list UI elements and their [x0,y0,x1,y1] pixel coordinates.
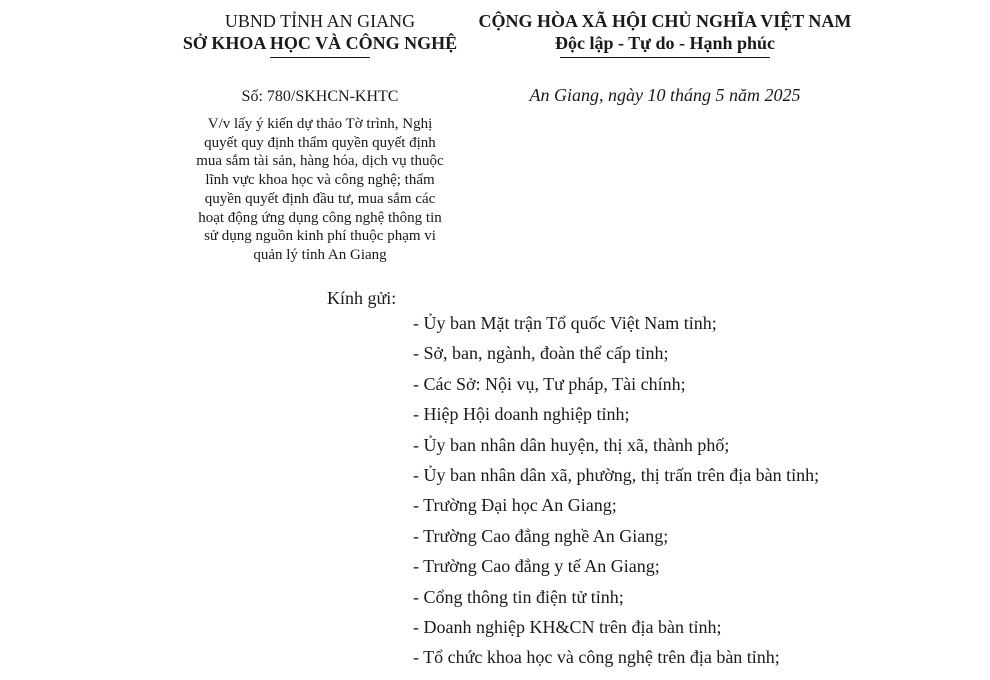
recipient-list [413,312,819,677]
subject-line: lĩnh vực khoa học và công nghệ; thẩm [205,172,435,189]
salutation: Kính gửi: [327,288,397,308]
recipient-item: - Sở, ban, ngành, đoàn thể cấp tỉnh; [413,343,669,364]
subject-line: quyết quy định thẩm quyền quyết định [204,134,436,151]
recipient-item: - Cổng thông tin điện tử tỉnh; [413,586,624,607]
subject-line: quyền quyết định đầu tư, mua sắm các [204,190,436,207]
subject-line: sử dụng nguồn kinh phí thuộc phạm vi [204,228,436,245]
motto-underline [560,57,770,58]
recipient-item: - Các Sở: Nội vụ, Tư pháp, Tài chính; [413,373,686,394]
recipient-item: - Tổ chức khoa học và công nghệ trên địa bàn tỉnh; [413,647,780,668]
recipient-item: - Hiệp Hội doanh nghiệp tỉnh; [413,404,630,425]
recipient-item: - Ủy ban nhân dân xã, phường, thị trấn trên địa bàn tỉnh; [413,464,820,485]
org-name: SỞ KHOA HỌC VÀ CÔNG NGHỆ [182,33,458,53]
issuer-underline [270,57,370,58]
recipient-item: - Trường Đại học An Giang; [413,495,617,516]
nation-title: CỘNG HÒA XÃ HỘI CHỦ NGHĨA VIỆT NAM [478,11,852,31]
recipient-item: - Trường Cao đẳng nghề An Giang; [413,525,669,546]
recipient-item: - Ủy ban nhân dân huyện, thị xã, thành phố; [413,434,730,455]
recipient-item: - Doanh nghiệp KH&CN trên địa bàn tỉnh; [413,616,722,637]
recipient-item: - Trường Cao đẳng y tế An Giang; [413,556,660,577]
place-and-date: An Giang, ngày 10 tháng 5 năm 2025 [529,85,801,105]
issuer-block [150,10,490,265]
subject-line: hoạt động ứng dụng công nghệ thông tin [198,209,442,226]
subject-line: quản lý tỉnh An Giang [253,246,387,263]
recipient-item: - Ủy ban Mặt trận Tổ quốc Việt Nam tỉnh; [413,313,717,333]
subject-line: V/v lấy ý kiến dự thảo Tờ trình, Nghị [207,116,433,132]
document-number: Số: 780/SKHCN-KHTC [241,88,399,105]
national-header-block [470,10,860,106]
document-subject [185,115,455,265]
national-motto: Độc lập - Tự do - Hạnh phúc [554,33,776,53]
parent-org-name: UBND TỈNH AN GIANG [224,11,416,31]
subject-line: mua sắm tài sản, hàng hóa, dịch vụ thuộc [196,153,444,170]
